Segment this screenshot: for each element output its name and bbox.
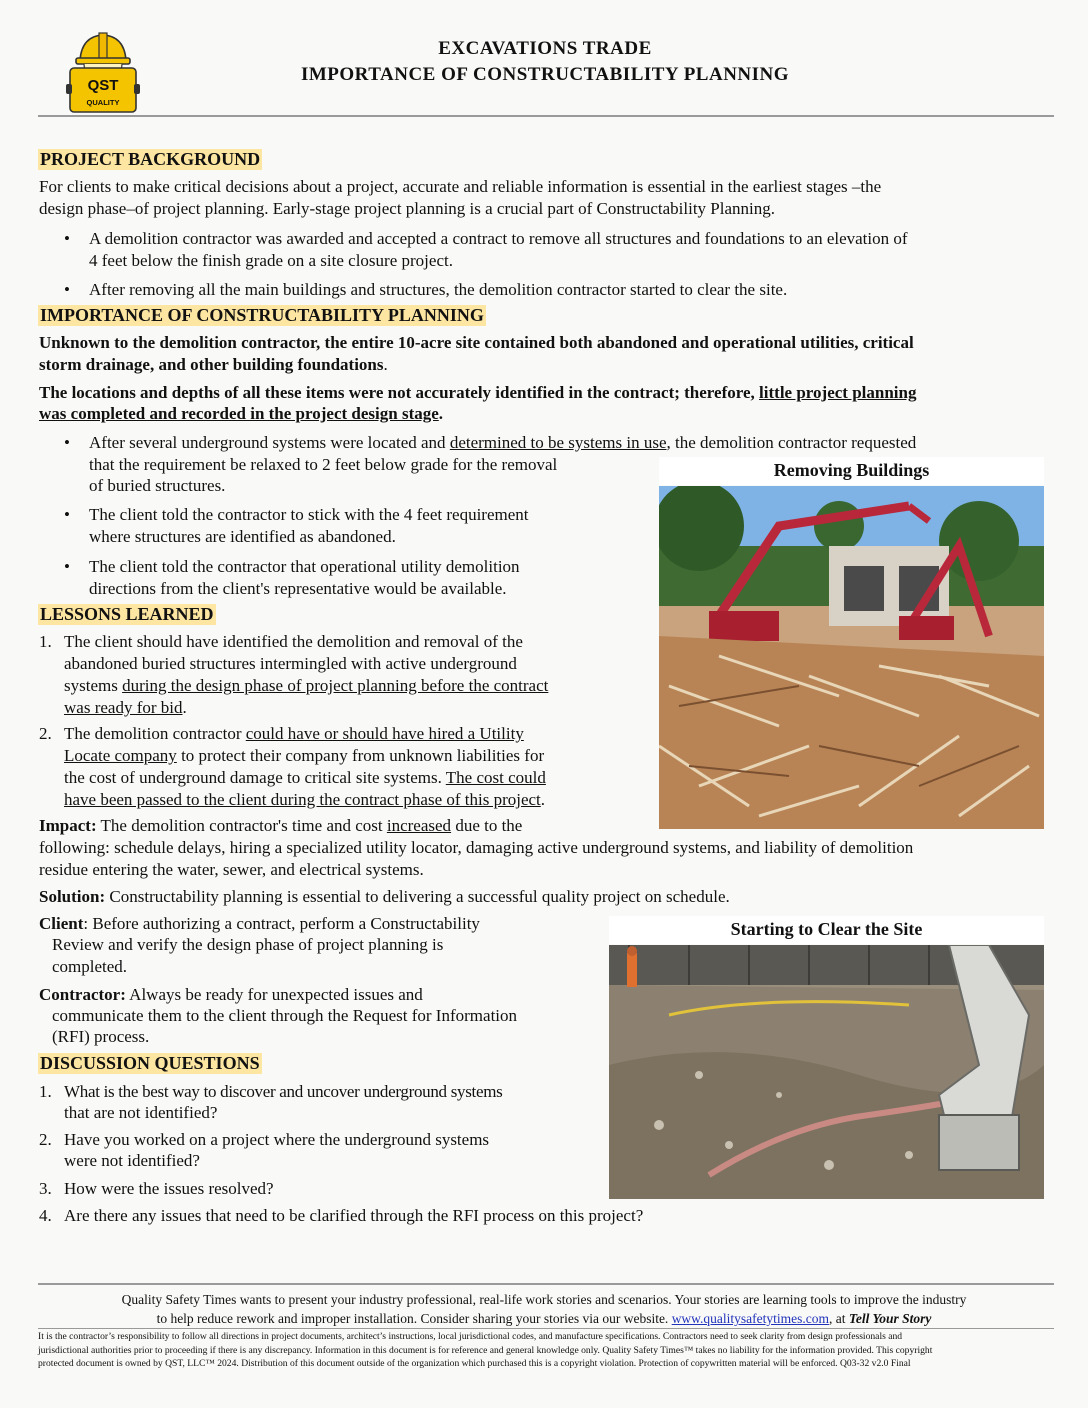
legal-disclaimer [38,1330,1054,1371]
footer-line: Quality Safety Times wants to present your industry professional, real-life work stories and scenarios. Your stories are learning tools to improve the industry [121,1292,967,1307]
background-paragraph-line: design phase–of project planning. Early-stage project planning is a crucial part of Constructability Planning. [39,199,775,218]
client-line: completed. [52,957,128,976]
doc-title-topic: IMPORTANCE OF CONSTRUCTABILITY PLANNING [300,64,790,85]
site-clearing-photo [609,945,1044,1199]
photo-caption-clear-site: Starting to Clear the Site [609,916,1044,944]
section-heading-lessons: LESSONS LEARNED [40,604,214,624]
importance-bold-line: The locations and depths of all these items were not accurately identified in the contract; therefore, little project planning [39,383,917,402]
section-heading-discussion: DISCUSSION QUESTIONS [40,1053,260,1073]
demolition-photo [659,486,1044,829]
importance-bold-line: was completed and recorded in the project design stage. [39,404,444,423]
svg-text:QST: QST [87,77,119,94]
client-line: Client: Before authorizing a contract, perform a Constructability [39,914,480,933]
bullet-text: After removing all the main buildings and structures, the demolition contractor started to clear the site. [89,280,788,299]
doc-title-trade: EXCAVATIONS TRADE [438,38,652,59]
page: QST QUALITY EXCAVATIONS TRADE IMPORTANCE OF CONSTRUCTABILITY PLANNING PROJECT BACKGROUND For clients to make critical decisions about a project, accurate and reliable information is essential in the earliest stages –the design phase–of project planning. Early-stage project planning is a crucial part of Constructability Planning. • A demolition contractor was awarded and accepted a contract to remove all structures and foundations to an elevation of 4 feet below the finish grade on a site closure project. • After removing all the main buildings and structures, the demolition contractor started to clear the site. IMPORTANCE OF CONSTRUCTABILITY PLANNING Unknown to the demolition contractor, the entire 10-acre site contained both abandoned and operational utilities, critical storm drainage, and other building foundations. The locations and depths of all these items were not accurately identified in the contract; therefore, little project planning was completed and recorded in the project design stage. • After several underground systems were located and determined to be systems in use, the demolition contractor requested that the requirement be relaxed to 2 feet below grade for the removal of buried structures. • The client told the contractor to stick with the 4 feet requirement where structures are identified as abandoned. • The client told the contractor that operational utility demolition directions from the client's representative would be available. Removing Buildings LESSONS LEARNED 1. The client should have identified the demolition and removal of the abandoned buried structures intermingled with active underground systems during the design phase of project planning before the contract was ready for bid. 2. The demolition contractor could have or should have hired a Utility Locate company to protect their company from unknown liabilities for the cost of underground damage to critical site systems. The cost could have been passed to the client during the contract phase of this project. Impact: The demolition contractor's time and cost increased due to the following: schedule delays, hiring a specialized utility locator, damaging active underground systems, and liability of demolition residue entering the water, sewer, and electrical systems. Solution: Constructability planning is essential to delivering a successful quality project on schedule. Client: Before authorizing a contract, perform a Constructability Review and verify the design phase of project planning is completed. Contractor: Always be ready for unexpected issues and communicate them to the client through the Request for Information (RFI) process. Starting to Clear the Site DISCUSSION QUESTIONS 1. What is the best way to discover and uncover underground systems that are not identified? 2. Have you worked on a project where the underground systems were not identified? 3. How were the issues resolved? 4. Are there any issues that need to be clarified through the RFI process on this project? Quality Safety Times wants to present your industry professional, real-life work stories and scenarios. Your stories are learning tools to improve the industry to help reduce rework and improper installation. Consider sharing your stories via our website. www.qualitysafetytimes.com, at Tell Your Story It is the contractor’s responsibility to follow all directions in project documents, architect’s instructions, local jurisdictional codes, and manufacture specifications. Contractors need to seek clarity from design professionals and jurisdictional authorities prior to proceeding if there is any discrepancy. Information in this document is for reference and general knowledge only. Quality Safety Times™ takes no liability for the information provided. This copyright protected document is owned by QST, LLC™ 2024. Distribution of this document outside of the organization which purchased this is a copyright violation. Protection of copywritten material will be enforced. Q03-32 v2.0 Final [0,0,1088,1408]
importance-bold-line: Unknown to the demolition contractor, the entire 10-acre site contained both abandoned and operational utilities, critical [39,333,914,352]
bullet-text: 4 feet below the finish grade on a site closure project. [89,250,453,270]
bullet-icon: • [64,229,70,248]
section-heading-importance: IMPORTANCE OF CONSTRUCTABILITY PLANNING [40,305,484,325]
contractor-line: communicate them to the client through the Request for Information [52,1006,518,1025]
importance-bold-line: storm drainage, and other building foundations. [39,355,388,374]
disclaimer-line: It is the contractor’s responsibility to follow all directions in project documents, architect’s instructions, local jurisdictional codes, and manufacture specifications. Contractors need to seek clarity from design professionals and [38,1331,903,1342]
footer-divider [38,1283,1054,1285]
website-link[interactable]: www.qualitysafetytimes.com [671,1311,830,1326]
impact-line: residue entering the water, sewer, and electrical systems. [39,860,424,879]
client-line: Review and verify the design phase of project planning is [52,935,444,954]
background-paragraph-line: For clients to make critical decisions about a project, accurate and reliable information is essential in the earliest stages –the [39,177,882,196]
impact-line: Impact: The demolition contractor's time and cost increased due to the [39,816,523,835]
solution-line: Solution: Constructability planning is essential to delivering a successful quality project on schedule. [39,887,730,906]
impact-line: following: schedule delays, hiring a specialized utility locator, damaging active underground systems, and liability of demolition [39,838,914,857]
footer-line: to help reduce rework and improper installation. Consider sharing your stories via our website. www.qualitysafetytimes.com, at Tell Your Story [156,1311,932,1326]
hard-hat-icon [64,30,142,116]
disclaimer-line: protected document is owned by QST, LLC™ 2024. Distribution of this document outside of the organization which purchased this is a copyright violation. Protection of copywritten material will be enforced. Q03-32 v2.0 Final [38,1358,911,1369]
svg-text:QUALITY: QUALITY [86,98,120,107]
header-divider [38,115,1054,117]
bullet-icon: • [64,280,70,299]
contractor-line: (RFI) process. [52,1027,150,1046]
bullet-icon: • [64,505,70,524]
bullet-icon: • [64,557,70,576]
photo-caption-removing-buildings: Removing Buildings [659,457,1044,485]
footer-message [40,1290,1048,1328]
footer-divider [38,1328,1054,1329]
qst-logo [64,30,142,116]
tell-your-story-text: Tell Your Story [848,1311,932,1326]
disclaimer-line: jurisdictional authorities prior to proceeding if there is any discrepancy. Information in this document is for reference and general knowledge only. Quality Safety Times™ takes no liability for the information provided. This copyright [38,1344,933,1356]
bullet-icon: • [64,433,70,452]
bullet-text: A demolition contractor was awarded and accepted a contract to remove all structures and foundations to an elevation of [89,229,908,248]
contractor-line: Contractor: Always be ready for unexpected issues and [39,985,423,1004]
section-heading-background: PROJECT BACKGROUND [40,149,261,169]
